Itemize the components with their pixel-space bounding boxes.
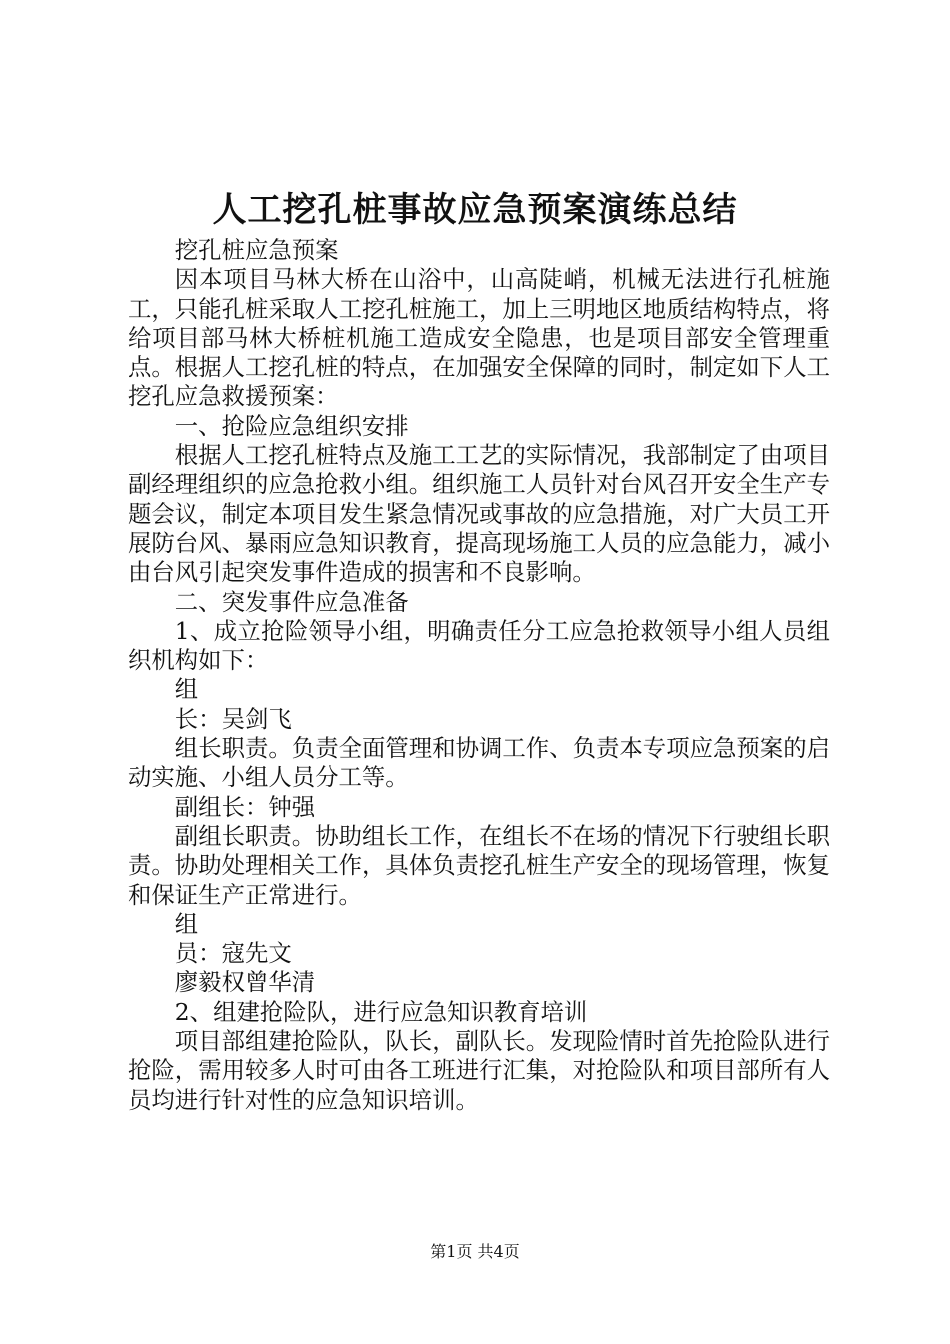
paragraph: 副组长职责。协助组长工作，在组长不在场的情况下行驶组长职责。协助处理相关工作，具体负责挖孔桩生产安全的现场管理，恢复和保证生产正常进行。 xyxy=(128,821,830,909)
paragraph: 组长职责。负责全面管理和协调工作、负责本专项应急预案的启动实施、小组人员分工等。 xyxy=(128,734,830,792)
paragraph: 因本项目马林大桥在山浴中，山高陡峭，机械无法进行孔桩施工，只能孔桩采取人工挖孔桩施工，加上三明地区地质结构特点，将给项目部马林大桥桩机施工造成安全隐患，也是项目部安全管理重点。根据人工挖孔桩的特点，在加强安全保障的同时，制定如下人工挖孔应急救援预案： xyxy=(128,265,830,411)
paragraph: 副组长：钟强 xyxy=(174,792,316,821)
paragraph: 长：吴剑飞 xyxy=(174,704,292,733)
paragraph: 廖毅权曾华清 xyxy=(174,968,316,997)
section-heading: 一、抢险应急组织安排 xyxy=(174,411,409,440)
paragraph: 挖孔桩应急预案 xyxy=(174,236,339,264)
paragraph: 2、组建抢险队，进行应急知识教育培训 xyxy=(174,997,588,1026)
paragraph: 1、成立抢险领导小组，明确责任分工应急抢救领导小组人员组织机构如下： xyxy=(128,616,830,675)
page-footer: 第1页 共4页 xyxy=(430,1242,520,1261)
paragraph: 组 xyxy=(174,909,199,938)
document-body xyxy=(128,236,830,1115)
paragraph: 组 xyxy=(174,675,199,704)
paragraph: 项目部组建抢险队，队长，副队长。发现险情时首先抢险队进行抢险，需用较多人时可由各工班进行汇集，对抢险队和项目部所有人员均进行针对性的应急知识培训。 xyxy=(128,1027,830,1114)
paragraph: 根据人工挖孔桩特点及施工工艺的实际情况，我部制定了由项目副经理组织的应急抢救小组。组织施工人员针对台风召开安全生产专题会议，制定本项目发生紧急情况或事故的应急措施，对广大员工开展防台风、暴雨应急知识教育，提高现场施工人员的应急能力，减小由台风引起突发事件造成的损害和不良影响。 xyxy=(128,441,830,587)
section-heading: 二、突发事件应急准备 xyxy=(174,587,409,616)
document-title: 人工挖孔桩事故应急预案演练总结 xyxy=(212,190,738,230)
paragraph: 员：寇先文 xyxy=(174,939,292,968)
